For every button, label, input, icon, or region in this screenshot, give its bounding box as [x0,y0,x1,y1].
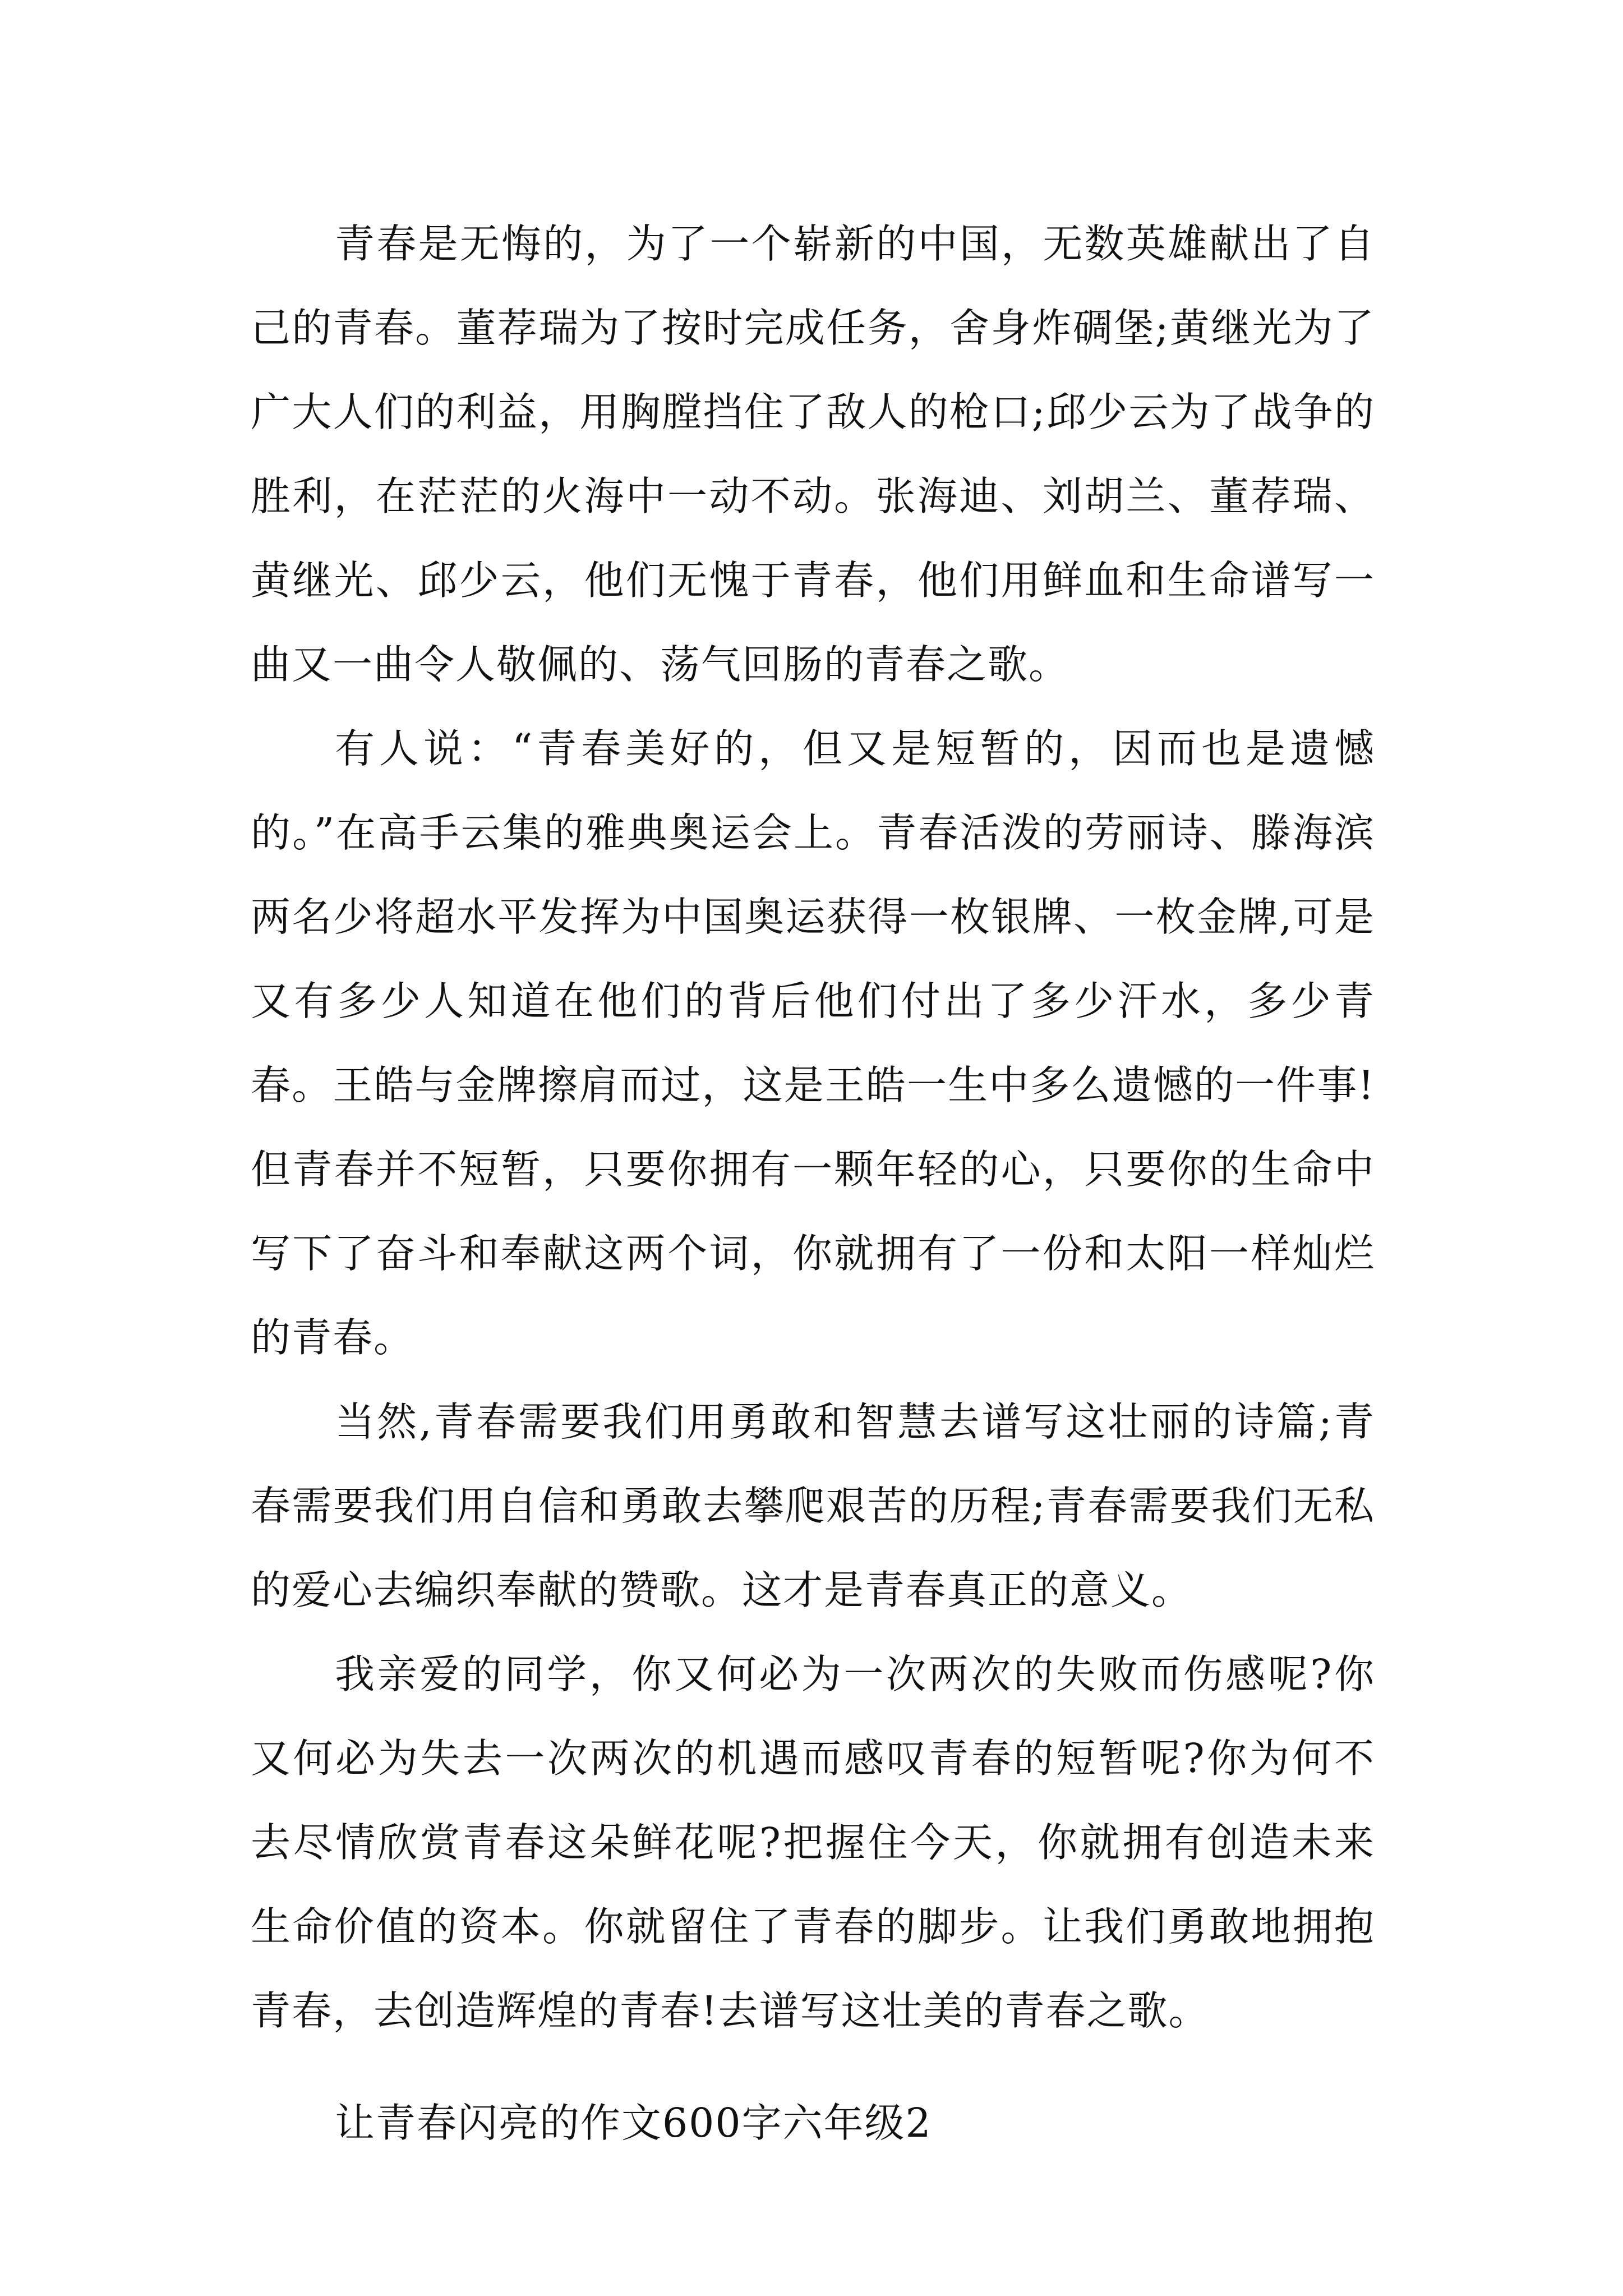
paragraph-meaning: 当然,青春需要我们用勇敢和智慧去谱写这壮丽的诗篇;青春需要我们用自信和勇敢去攀爬艰苦的历程;青春需要我们无私的爱心去编织奉献的赞歌。这才是青春真正的意义。 [251,1398,1375,1613]
essay-heading: 让青春闪亮的作文600字六年级2 [335,2100,932,2146]
document-body [251,202,1375,2165]
paragraph-encouragement: 我亲爱的同学，你又何必为一次两次的失败而伤感呢?你又何必为失去一次两次的机遇而感叹青春的短暂呢?你为何不去尽情欣赏青春这朵鲜花呢?把握住今天，你就拥有创造未来生命价值的资本。你就留住了青春的脚步。让我们勇敢地拥抱青春，去创造辉煌的青春!去谱写这壮美的青春之歌。 [251,1651,1375,2034]
paragraph-heroes: 青春是无悔的，为了一个崭新的中国，无数英雄献出了自己的青春。董荐瑞为了按时完成任务，舍身炸碉堡;黄继光为了广大人们的利益，用胸膛挡住了敌人的枪口;邱少云为了战争的胜利，在茫茫的火海中一动不动。张海迪、刘胡兰、董荐瑞、黄继光、邱少云，他们无愧于青春，他们用鲜血和生命谱写一曲又一曲令人敬佩的、荡气回肠的青春之歌。 [251,220,1375,688]
paragraph-olympics: 有人说：“青春美好的，但又是短暂的，因而也是遗憾的。”在高手云集的雅典奥运会上。青春活泼的劳丽诗、滕海滨两名少将超水平发挥为中国奥运获得一枚银牌、一枚金牌,可是又有多少人知道在他们的背后他们付出了多少汗水，多少青春。王皓与金牌擦肩而过，这是王皓一生中多么遗憾的一件事!但青春并不短暂，只要你拥有一颗年轻的心，只要你的生命中写下了奋斗和奉献这两个词，你就拥有了一份和太阳一样灿烂的青春。 [251,725,1375,1361]
